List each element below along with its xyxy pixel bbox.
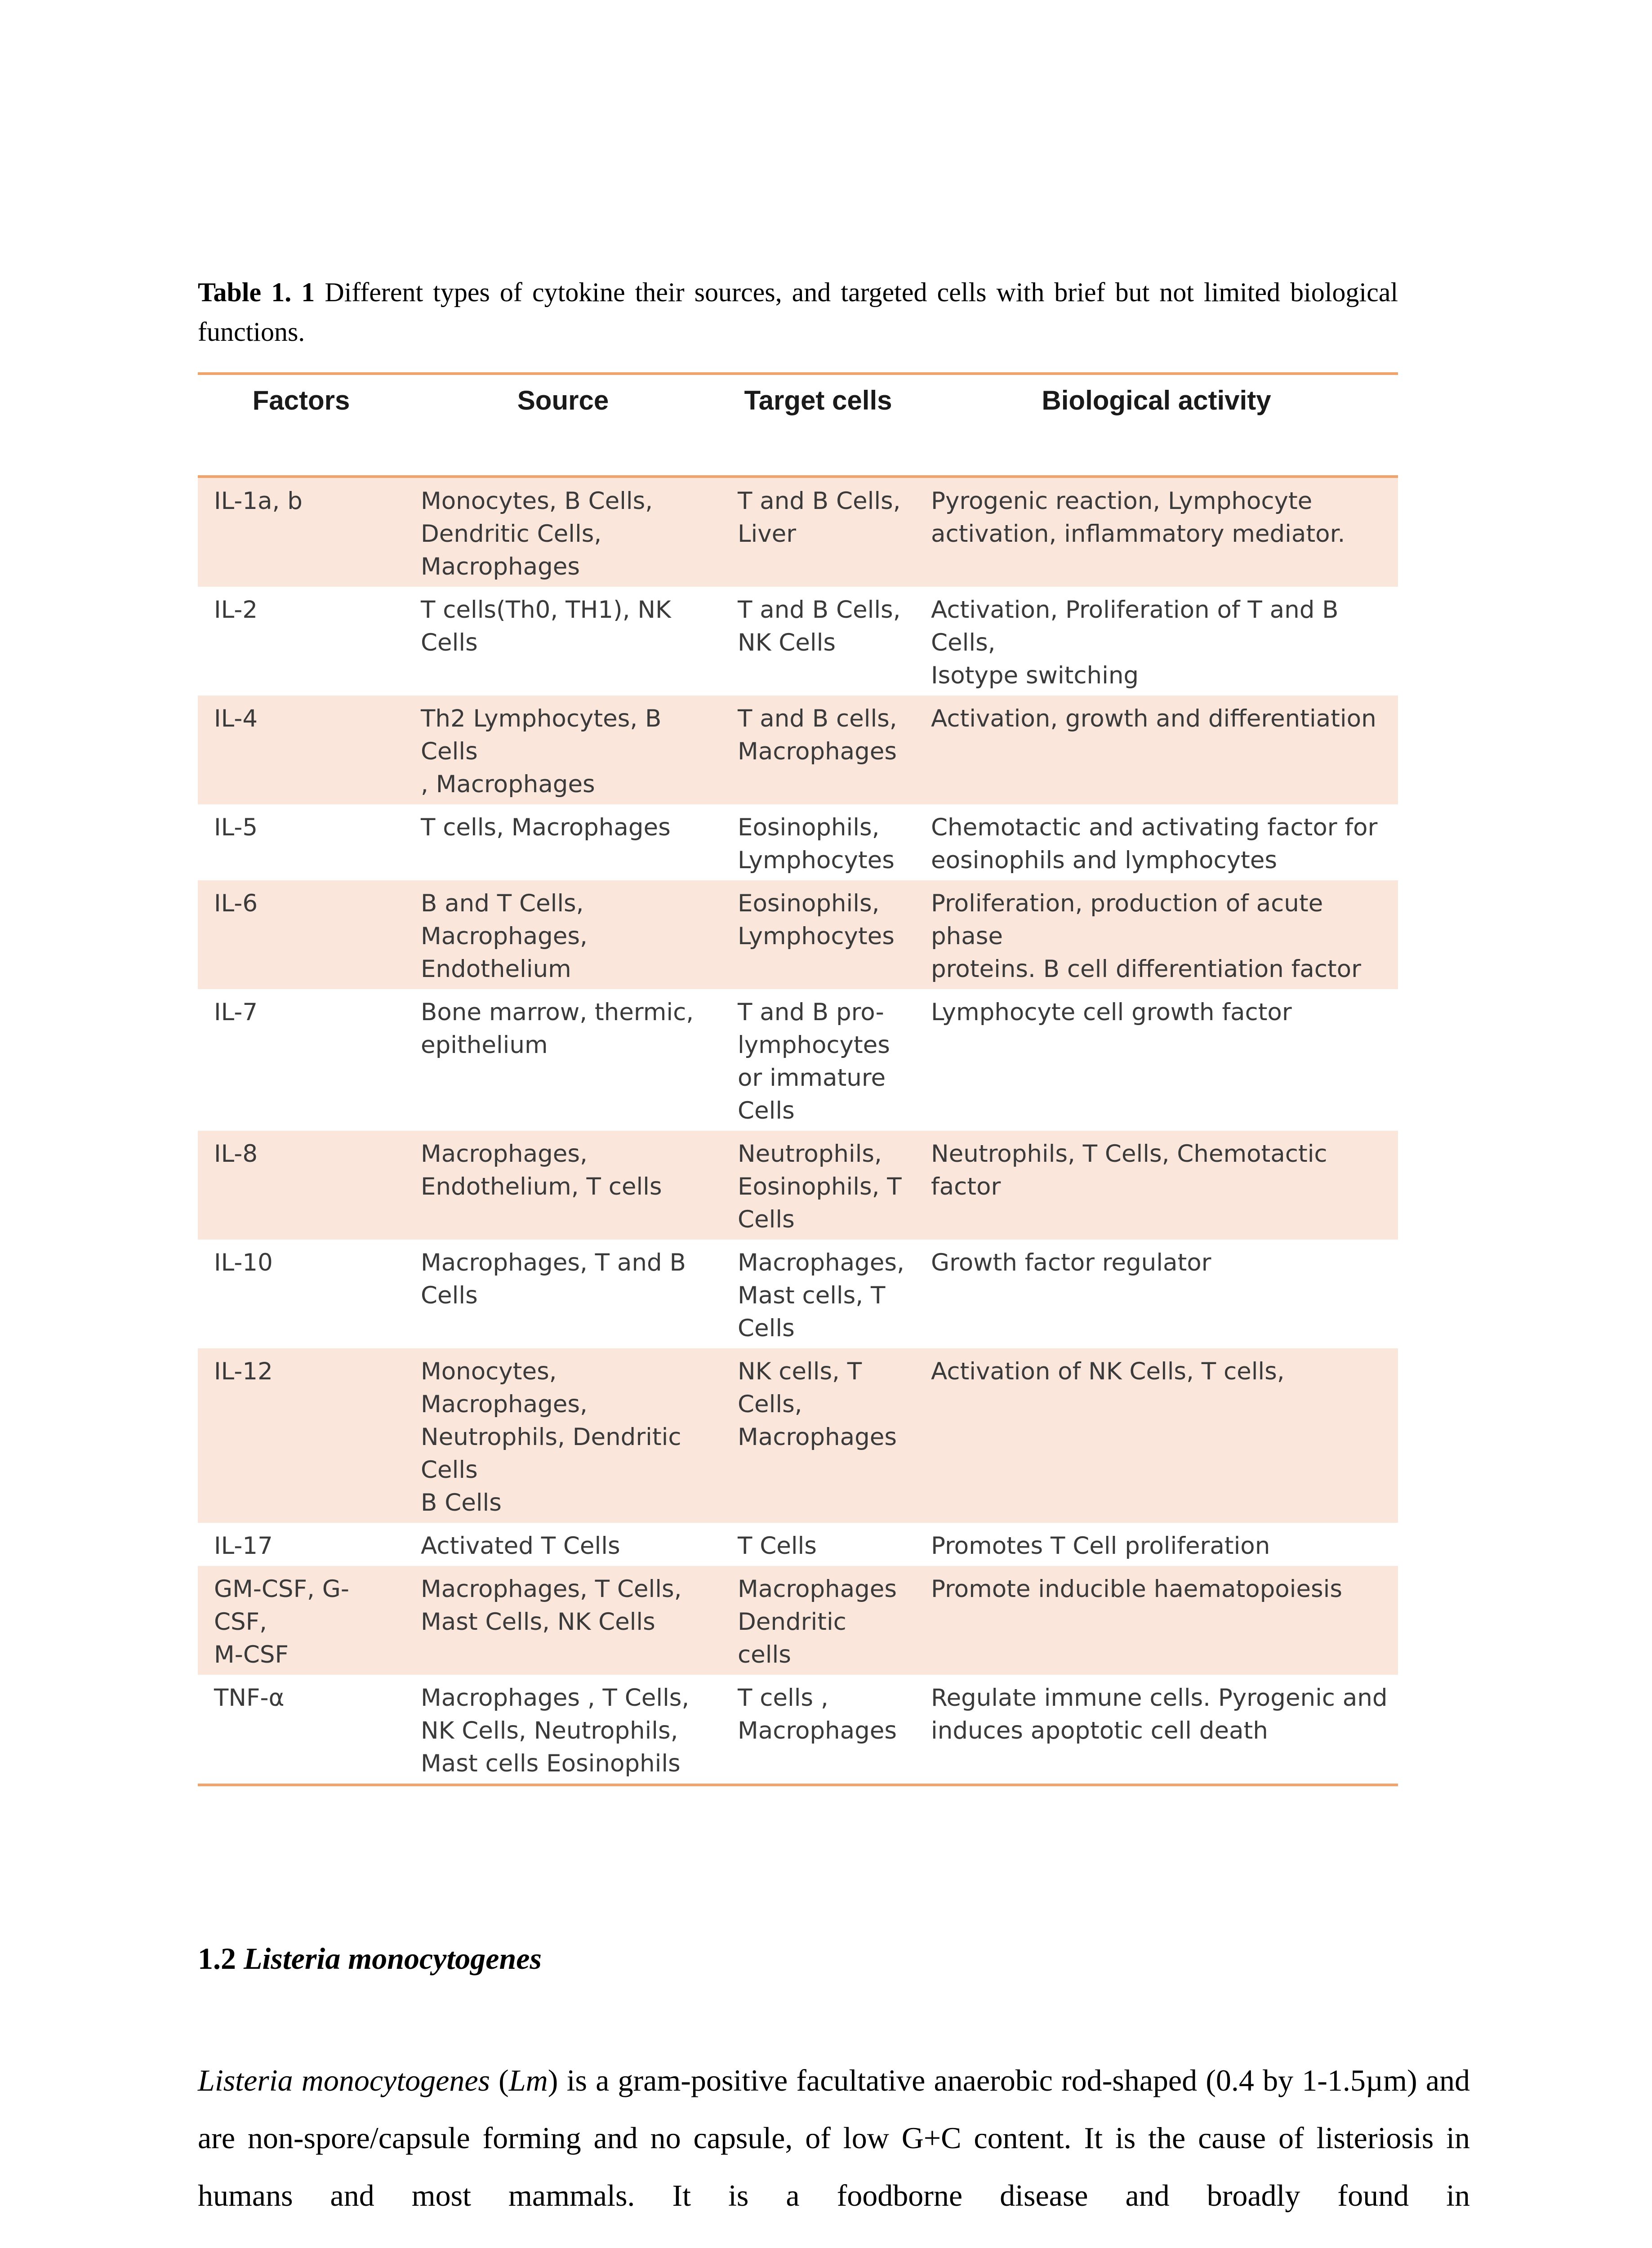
cell-target: T and B Cells, Liver xyxy=(721,477,915,587)
cell-source: Th2 Lymphocytes, B Cells , Macrophages xyxy=(405,696,721,804)
cell-factor: IL-17 xyxy=(214,1532,273,1560)
cell-source: Macrophages, Endothelium, T cells xyxy=(405,1131,721,1240)
cell-activity: Chemotactic and activating factor for eosinophils and lymphocytes xyxy=(931,814,1378,874)
cell-factor: IL-6 xyxy=(198,880,405,989)
cell-activity: Pyrogenic reaction, Lymphocyte activation, inflammatory mediator. xyxy=(915,477,1398,587)
cell-factor: TNF-α xyxy=(214,1684,285,1712)
cytokine-table xyxy=(198,372,1398,1786)
cell-activity: Lymphocyte cell growth factor xyxy=(931,999,1292,1026)
cell-activity: Activation, growth and differentiation xyxy=(915,696,1398,804)
table-row xyxy=(198,1131,1398,1240)
cell-factor: IL-8 xyxy=(198,1131,405,1240)
cell-source: Macrophages , T Cells, NK Cells, Neutrophils, Mast cells Eosinophils xyxy=(421,1684,690,1777)
table-body xyxy=(198,477,1398,1785)
header-source: Source xyxy=(517,385,609,415)
cell-activity: Promote inducible haematopoiesis xyxy=(915,1566,1398,1675)
cytokine-table-container xyxy=(198,372,1398,1786)
body-rest: ) is a gram-positive facultative anaerobic rod-shaped (0.4 by 1-1.5µm) and are non-spore/capsule forming and no capsule, of low G+C content. It is the cause of listeriosis in humans and most mammals. It is a foodborne disease and broadly found in xyxy=(198,2063,1470,2212)
cell-source: Macrophages, T and B Cells xyxy=(421,1249,686,1309)
cell-factor: IL-10 xyxy=(214,1249,273,1276)
cell-source: B and T Cells, Macrophages, Endothelium xyxy=(405,880,721,989)
table-row xyxy=(198,989,1398,1131)
header-biological-activity: Biological activity xyxy=(1042,385,1271,415)
cell-target: Eosinophils, Lymphocytes xyxy=(738,814,895,874)
cell-source: Macrophages, T Cells, Mast Cells, NK Cells xyxy=(405,1566,721,1675)
cell-factor: IL-7 xyxy=(214,999,258,1026)
cell-target: Eosinophils, Lymphocytes xyxy=(721,880,915,989)
section-number: 1.2 xyxy=(198,1941,236,1976)
cell-target: Neutrophils, Eosinophils, T Cells xyxy=(721,1131,915,1240)
cell-activity: Activation of NK Cells, T cells, xyxy=(915,1348,1398,1523)
body-abbrev: Lm xyxy=(508,2063,548,2097)
table-header-row xyxy=(198,374,1398,477)
cell-activity: Proliferation, production of acute phase proteins. B cell differentiation factor xyxy=(915,880,1398,989)
section-title: Listeria monocytogenes xyxy=(244,1941,542,1976)
cell-factor: IL-12 xyxy=(198,1348,405,1523)
cell-source: Monocytes, Macrophages, Neutrophils, Dendritic Cells B Cells xyxy=(405,1348,721,1523)
cell-source: Monocytes, B Cells, Dendritic Cells, Macrophages xyxy=(405,477,721,587)
cell-target: T and B Cells, NK Cells xyxy=(738,596,901,656)
cell-target: T Cells xyxy=(738,1532,817,1560)
cell-factor: GM-CSF, G-CSF, M-CSF xyxy=(198,1566,405,1675)
cell-factor: IL-1a, b xyxy=(198,477,405,587)
table-row xyxy=(198,880,1398,989)
cell-target: T cells , Macrophages xyxy=(738,1684,897,1744)
table-row xyxy=(198,804,1398,880)
cell-target: Macrophages, Mast cells, T Cells xyxy=(738,1249,904,1342)
table-row xyxy=(198,1675,1398,1785)
cell-activity: Activation, Proliferation of T and B Cells, Isotype switching xyxy=(931,596,1339,689)
cell-factor: IL-5 xyxy=(214,814,258,841)
table-row xyxy=(198,1240,1398,1348)
cell-target: NK cells, T Cells, Macrophages xyxy=(721,1348,915,1523)
table-row xyxy=(198,1566,1398,1675)
body-term: Listeria monocytogenes xyxy=(198,2063,490,2097)
table-row xyxy=(198,587,1398,696)
cell-source: Bone marrow, thermic, epithelium xyxy=(421,999,694,1059)
table-caption-label: Table 1. 1 xyxy=(198,277,315,307)
cell-target: T and B cells, Macrophages xyxy=(721,696,915,804)
table-caption-text: Different types of cytokine their sources, and targeted cells with brief but not limited biological functions. xyxy=(198,277,1398,347)
cell-source: T cells, Macrophages xyxy=(421,814,671,841)
cell-activity: Regulate immune cells. Pyrogenic and induces apoptotic cell death xyxy=(931,1684,1388,1744)
header-factors: Factors xyxy=(252,385,350,415)
cell-factor: IL-4 xyxy=(198,696,405,804)
cell-source: T cells(Th0, TH1), NK Cells xyxy=(421,596,671,656)
section-heading xyxy=(198,1940,542,1976)
body-abbrev-open: ( xyxy=(490,2063,509,2097)
cell-target: Macrophages Dendritic cells xyxy=(721,1566,915,1675)
cell-factor: IL-2 xyxy=(214,596,258,624)
cell-activity: Growth factor regulator xyxy=(931,1249,1211,1276)
cell-activity: Promotes T Cell proliferation xyxy=(931,1532,1270,1560)
body-paragraph xyxy=(198,2052,1470,2224)
cell-target: T and B pro- lymphocytes or immature Cells xyxy=(738,999,890,1124)
table-row xyxy=(198,1348,1398,1523)
cell-activity: Neutrophils, T Cells, Chemotactic factor xyxy=(915,1131,1398,1240)
table-caption xyxy=(198,272,1398,352)
cell-source: Activated T Cells xyxy=(421,1532,620,1560)
header-target-cells: Target cells xyxy=(744,385,892,415)
table-row xyxy=(198,477,1398,587)
table-row xyxy=(198,696,1398,804)
table-row xyxy=(198,1523,1398,1566)
